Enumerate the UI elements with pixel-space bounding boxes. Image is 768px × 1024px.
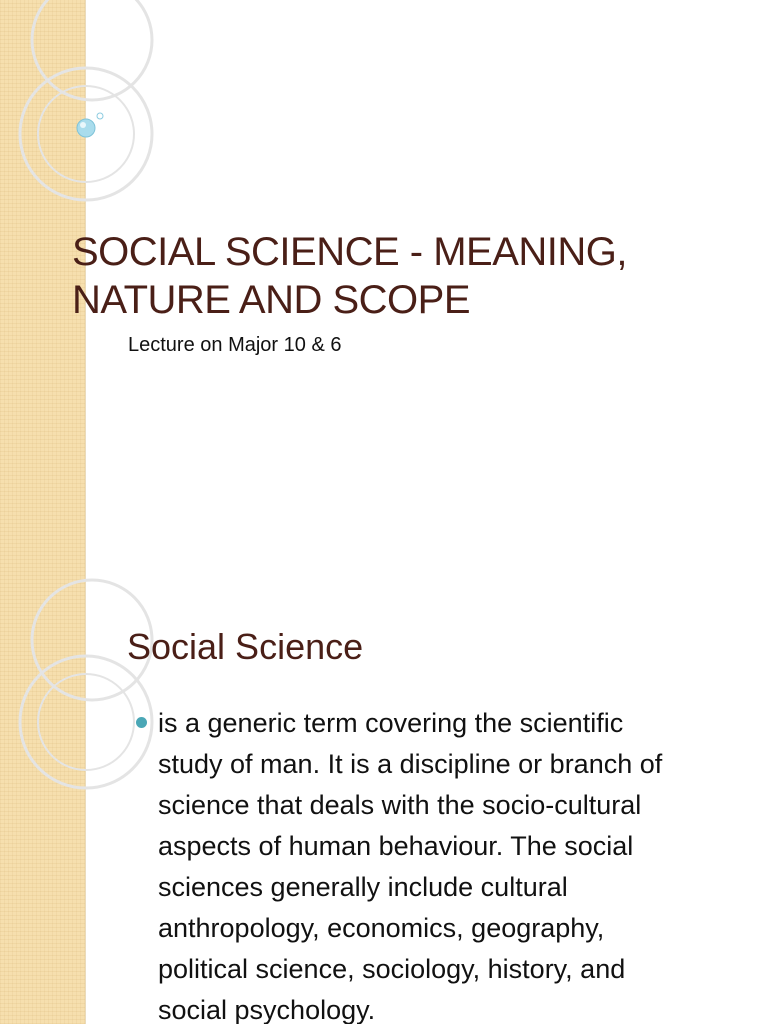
- bullet-text-line: political science, sociology, history, and: [158, 954, 626, 984]
- bullet-text-line: aspects of human behaviour. The social: [158, 831, 634, 861]
- slide-title-line-1: SOCIAL SCIENCE - MEANING,: [72, 230, 627, 274]
- slide-title-line-2: NATURE AND SCOPE: [72, 278, 470, 322]
- slide-subtitle: Lecture on Major 10 & 6: [128, 334, 342, 356]
- bullet-text-line: sciences generally include cultural: [158, 872, 568, 902]
- bullet-text-line: science that deals with the socio-cultural: [158, 790, 642, 820]
- bullet-dot-icon: [136, 717, 147, 728]
- bullet-text-line: study of man. It is a discipline or branch of: [158, 749, 663, 779]
- decorative-circles-icon: [0, 0, 160, 200]
- list-item: [136, 703, 756, 1024]
- slide-title: [72, 228, 732, 324]
- bullet-list: [136, 703, 756, 1024]
- bullet-text-line: social psychology.: [158, 995, 376, 1024]
- bullet-text: [158, 703, 758, 1024]
- content-heading: Social Science: [127, 626, 364, 667]
- bullet-text-line: anthropology, economics, geography,: [158, 913, 605, 943]
- bullet-text-line: is a generic term covering the scientific: [158, 708, 624, 738]
